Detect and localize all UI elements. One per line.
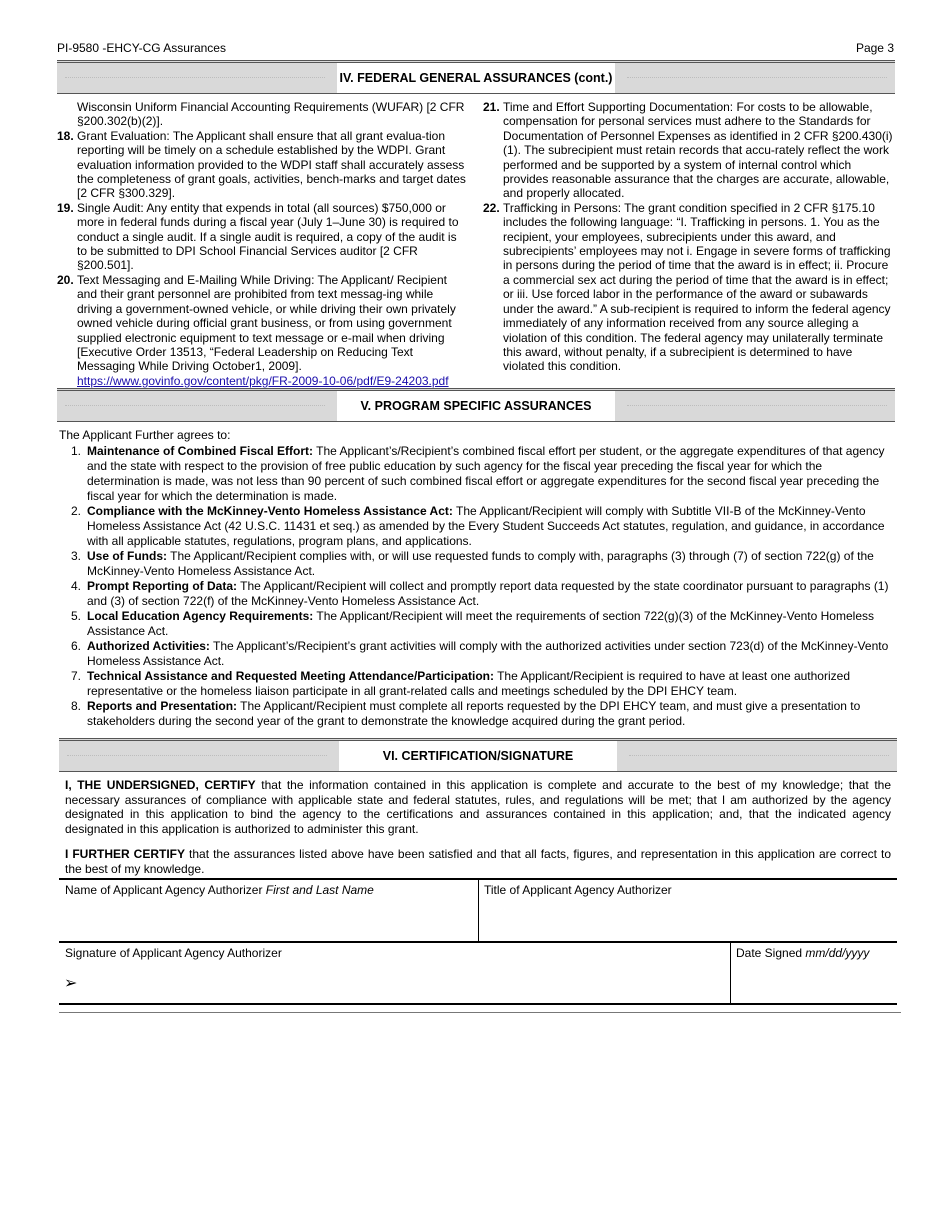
item-label: Technical Assistance and Requested Meeting Attendance/Participation: <box>87 669 494 683</box>
item-label: Compliance with the McKinney-Vento Homeless Assistance Act: <box>87 504 453 518</box>
item-number: 6. <box>71 639 82 653</box>
certify-label: I, THE UNDERSIGNED, CERTIFY <box>65 778 256 792</box>
item-text: The Applicant/Recipient will comply with Subtitle VII-B of the McKinney-Vento Homeless Assistance Act (42 U.S.C. 11431 et seq.) as amended by the Every Student Succeeds Act statutes, regulation, and guidance, in accordance with all applicable statutes, regulations, program plans, and applications. <box>87 504 885 548</box>
item-label: Maintenance of Combined Fiscal Effort: <box>87 444 314 458</box>
authorizer-signature-field[interactable]: Signature of Applicant Agency Authorizer <box>65 946 282 960</box>
item-text: Single Audit: Any entity that expends in total (all sources) $750,000 or more in federal funds during a fiscal year (July 1–June 30) is required to conduct a single audit. If a single audit is required, a copy of the audit is to be submitted to DPI School Financial Services auditor [2 CFR §200.501]. <box>77 200 459 273</box>
date-label: Date Signed <box>736 946 803 960</box>
item-number: 18. <box>57 128 74 143</box>
form-id: PI-9580 -EHCY-CG Assurances <box>57 41 226 55</box>
item-number: 4. <box>71 579 82 593</box>
section-4-header <box>57 60 895 94</box>
grid-line-middle <box>59 941 897 943</box>
item-label: Local Education Agency Requirements: <box>87 609 314 623</box>
band-fill-right <box>629 755 889 757</box>
authorizer-title-field[interactable]: Title of Applicant Agency Authorizer <box>484 883 672 897</box>
list-item <box>59 699 897 729</box>
list-item <box>59 639 897 669</box>
certify-text: that the information contained in this application is complete and accurate to the best of my knowledge; that the necessary assurances of compliance with applicable state and federal statutes, rules, and regulations will be met; that I am authorized by the agency designated in this application to bind the agency to the certifications and assurances contained in this application; and, that the indicated agency designated in this application is authorized to administer this grant. <box>65 778 892 836</box>
authorizer-name-field[interactable] <box>65 883 374 898</box>
further-certify-text: that the assurances listed above have been satisfied and that all facts, figures, and representation in this application are correct to the best of my knowledge. <box>65 847 892 876</box>
assurance-21 <box>483 100 895 201</box>
item-text: The Applicant/Recipient will collect and promptly report data requested by the state coordinator pursuant to paragraphs (1) and (3) of section 722(f) of the McKinney-Vento Homeless Assistance Act. <box>87 579 889 608</box>
list-item <box>59 669 897 699</box>
certification-paragraph-1 <box>65 778 891 836</box>
item-text: The Applicant’s/Recipient’s combined fiscal effort per student, or the aggregate expenditures of that agency and the state with respect to the provision of free public education by such agency for the fiscal year preceding the fiscal year for which the determination is made, was not less than 90 percent of such combined fiscal effort or aggregate expenditures for the second fiscal year preceding the fiscal year for which the determination is made. <box>87 444 885 503</box>
section-4-right-column <box>483 100 895 374</box>
band-fill-right <box>627 77 887 79</box>
date-signed-field[interactable] <box>736 946 869 961</box>
item-text: Grant Evaluation: The Applicant shall ensure that all grant evalua-tion reporting will be timely on a schedule established by the WDPI. Grant evaluation information provided to the WDPI staff shall accurately assess the completeness of grant goals, activities, bench-marks and target dates [2 CFR §300.329]. <box>77 128 466 201</box>
item-number: 22. <box>483 200 500 215</box>
name-hint: First and Last Name <box>265 883 374 897</box>
assurance-22 <box>483 201 895 374</box>
list-item <box>59 579 897 609</box>
executive-order-link[interactable]: https://www.govinfo.gov/content/pkg/FR-2009-10-06/pdf/E9-24203.pdf <box>77 373 449 388</box>
grid-line-footer <box>59 1012 901 1013</box>
grid-line-bottom <box>59 1003 897 1005</box>
name-label: Name of Applicant Agency Authorizer <box>65 883 263 897</box>
section-4-left-column <box>57 100 467 388</box>
further-certify-label: I FURTHER CERTIFY <box>65 847 186 861</box>
item-label: Use of Funds: <box>87 549 167 563</box>
item-number: 2. <box>71 504 82 518</box>
item-number: 20. <box>57 272 74 287</box>
section-5-header <box>57 388 895 422</box>
signature-arrow-icon: ➢ <box>64 975 78 992</box>
item-label: Prompt Reporting of Data: <box>87 579 237 593</box>
item-text: Time and Effort Supporting Documentation: For costs to be allowable, compensation for personal services must adhere to the Standards for Documentation of Personnel Expenses as identified in 2 CFR §200.430(i)(1). The subrecipient must retain records that accu-rately reflect the work performed and be supported by a system of internal control which provides reasonable assurance that the charges are accurate, allowable, and properly allocated. <box>503 100 893 201</box>
grid-line-divider-1 <box>478 878 479 941</box>
section-5-title: V. PROGRAM SPECIFIC ASSURANCES <box>337 391 615 421</box>
item-text: The Applicant/Recipient will meet the requirements of section 722(g)(3) of the McKinney-Vento Homeless Assistance Act. <box>87 609 874 638</box>
item-label: Reports and Presentation: <box>87 699 238 713</box>
date-hint: mm/dd/yyyy <box>805 946 870 960</box>
assurance-18 <box>57 129 467 201</box>
item-number: 19. <box>57 200 74 215</box>
item-label: Authorized Activities: <box>87 639 210 653</box>
section-5-intro: The Applicant Further agrees to: <box>59 428 231 442</box>
item-number: 5. <box>71 609 82 623</box>
band-fill-left <box>65 77 325 79</box>
item-number: 8. <box>71 699 82 713</box>
assurance-20 <box>57 273 467 388</box>
item-number: 21. <box>483 100 500 114</box>
section-6-title: VI. CERTIFICATION/SIGNATURE <box>339 741 617 771</box>
program-assurances-list <box>59 444 897 729</box>
list-item <box>59 549 897 579</box>
band-fill-left <box>65 405 325 407</box>
band-fill-right <box>627 405 887 407</box>
band-fill-left <box>67 755 327 757</box>
item-text: The Applicant/Recipient must complete all reports requested by the DPI EHCY team, and must give a presentation to stakeholders during the second year of the grant to demonstrate the knowledge acquired during the grant period. <box>87 699 861 728</box>
grid-line-divider-2 <box>730 941 731 1004</box>
list-item <box>59 609 897 639</box>
item-number: 3. <box>71 549 82 563</box>
page-number: Page 3 <box>855 41 894 55</box>
assurance-19 <box>57 201 467 273</box>
item-text: The Applicant’s/Recipient’s grant activities will comply with the authorized activities under section 723(d) of the McKinney-Vento Homeless Assistance Act. <box>87 639 889 668</box>
list-item <box>59 444 897 504</box>
item-number: 7. <box>71 669 82 683</box>
continuation-text: Wisconsin Uniform Financial Accounting Requirements (WUFAR) [2 CFR §200.302(b)(2)]. <box>77 100 465 129</box>
item-number: 1. <box>71 444 82 458</box>
item-text: Trafficking in Persons: The grant condition specified in 2 CFR §175.10 includes the following language: “I. Trafficking in persons. 1. You as the recipient, your employees, subrecipients under this award, and subrecipients’ employees may not i. Engage in severe forms of trafficking in persons during the period of time that the award is in effect; ii. Procure a commercial sex act during the period of time that the award is in effect; or iii. Use forced labor in the performance of the award or subawards under the award.” A sub-recipient is required to inform the federal agency immediately of any information received from any source alleging a violation of this condition. The federal agency may unilaterally terminate this award, without penalty, if a subrecipient is determined to have violated this condition. <box>503 200 891 374</box>
section-6-header <box>59 738 897 772</box>
section-4-title: IV. FEDERAL GENERAL ASSURANCES (cont.) <box>337 63 615 93</box>
item-text: The Applicant/Recipient complies with, or will use requested funds to comply with, paragraphs (3) through (7) of section 722(g) of the McKinney-Vento Homeless Assistance Act. <box>87 549 874 578</box>
list-item <box>59 504 897 549</box>
certification-paragraph-2 <box>65 847 891 876</box>
item-text: The Applicant/Recipient is required to have at least one authorized representative or the homeless liaison participate in all grant-related calls and meetings scheduled by the DPI EHCY team. <box>87 669 850 698</box>
item-text: Text Messaging and E-Mailing While Driving: The Applicant/ Recipient and their grant personnel are prohibited from text messag-ing while driving a government-owned vehicle, or while driving their own privately owned vehicle during official grant business, or from using government supplied electronic equipment to text message or e-mail when driving [Executive Order 13513, “Federal Leadership on Reducing Text Messaging While Driving October1, 2009]. <box>77 272 456 374</box>
